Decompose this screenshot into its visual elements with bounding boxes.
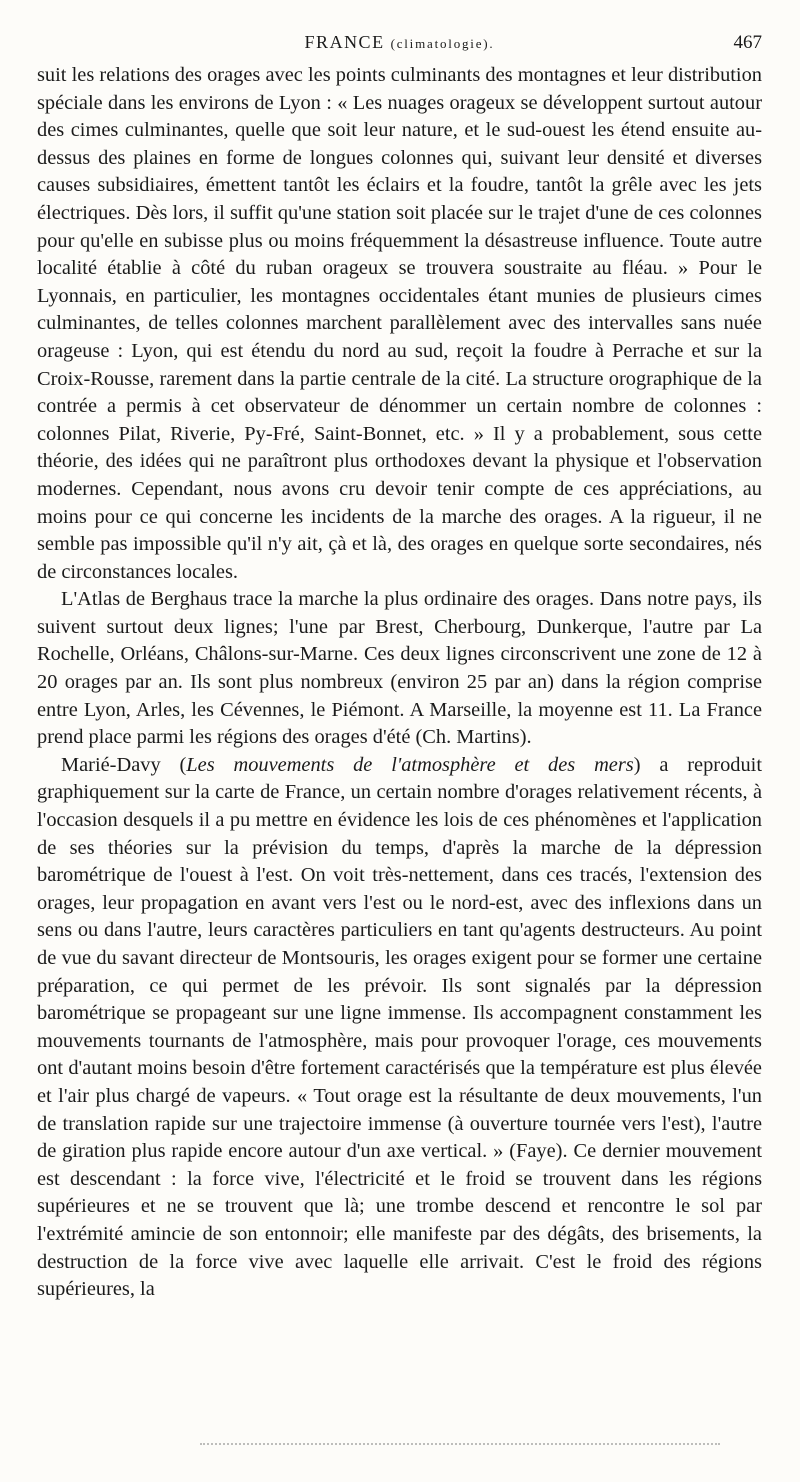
footer-dotted-rule <box>200 1443 720 1445</box>
paragraph-berghaus: L'Atlas de Berghaus trace la marche la plus ordinaire des orages. Dans notre pays, ils suivent surtout deux lignes; l'une par Brest, Cherbourg, Dunkerque, l'autre par La Rochelle, Orléans, Châlons-sur-Marne. Ces deux lignes circonscrivent une zone de 12 à 20 orages par an. Ils sont plus nombreux (environ 25 par an) dans la région comprise entre Lyon, Arles, les Cévennes, le Piémont. A Marseille, la moyenne est 11. La France prend place parmi les régions des orages d'été (Ch. Martins). <box>37 588 762 749</box>
paragraph-marie-davy <box>37 752 762 1304</box>
page-number: 467 <box>733 32 762 53</box>
running-head <box>37 32 762 53</box>
running-head-title: FRANCE <box>304 32 385 52</box>
running-head-subtitle: (climatologie). <box>390 36 495 51</box>
book-title-italic: Les mouvements de l'atmosphère et des mers <box>186 753 634 776</box>
paragraph-continuation: suit les relations des orages avec les points culminants des montagnes et leur distribution spéciale dans les environs de Lyon : « Les nuages orageux se développent surtout autour des cimes culminantes, quelle que soit leur nature, et le sud-ouest les étend ensuite au-dessus des plaines en forme de longues colonnes qui, suivant leur densité et diverses causes subsidiaires, émettent tantôt les éclairs et la foudre, tantôt la grêle avec les jets électriques. Dès lors, il suffit qu'une station soit placée sur le trajet d'une de ces colonnes pour qu'elle en subisse plus ou moins fréquemment la désastreuse influence. Toute autre localité établie à côté du ruban orageux se trouvera soustraite au fléau. » Pour le Lyonnais, en particulier, les montagnes occidentales étant munies de plusieurs cimes culminantes, de telles colonnes marchent parallèlement avec des intervalles sans nuée orageuse : Lyon, qui est étendu du nord au sud, reçoit la foudre à Perrache et sur la Croix-Rousse, rarement dans la partie centrale de la cité. La structure orographique de la contrée a permis à cet observateur de dénommer un certain nombre de colonnes : colonnes Pilat, Riverie, Py-Fré, Saint-Bonnet, etc. » Il y a probablement, sous cette théorie, des idées qui ne paraîtront plus orthodoxes devant la physique et l'observation modernes. Cependant, nous avons cru devoir tenir compte de ces appréciations, au moins pour ce qui concerne les incidents de la marche des orages. A la rigueur, il ne semble pas impossible qu'il n'y ait, çà et là, des orages en quelque sorte secondaires, nés de circonstances locales. <box>37 64 762 583</box>
page-header <box>37 32 762 56</box>
body-text <box>37 62 762 1304</box>
paragraph-body: ) a reproduit graphiquement sur la carte de France, un certain nombre d'orages relativement récents, à l'occasion desquels il a pu mettre en évidence les lois de ces phénomènes et l'application de ses théories sur la prévision du temps, d'après la marche de la dépression barométrique de l'ouest à l'est. On voit très-nettement, dans ces tracés, l'extension des orages, leur propagation en avant vers l'est ou le nord-est, avec des inflexions dans un sens ou dans l'autre, leurs caractères particuliers en tant qu'agents destructeurs. Au point de vue du savant directeur de Montsouris, les orages exigent pour se former une certaine préparation, ce qui permet de les prévoir. Ils sont signalés par la dépression barométrique se propageant sur une ligne immense. Ils accompagnent constamment les mouvements tournants de l'atmosphère, mais pour provoquer l'orage, ces mouvements ont d'autant moins besoin d'être fortement caractérisés que la température est plus élevée et l'air plus chargé de vapeurs. « Tout orage est la résultante de deux mouvements, l'un de translation rapide sur une trajectoire immense (à ouverture tournée vers l'est), l'autre de giration plus rapide encore autour d'un axe vertical. » (Faye). Ce dernier mouvement est descendant : la force vive, l'électricité et le froid se trouvent dans les régions supérieures et ne se trouvent que là; une trombe descend et rencontre le sol par l'extrémité amincie de son entonnoir; elle manifeste par des dégâts, des brisements, la destruction de la force vive avec laquelle elle arrivait. C'est le froid des régions supérieures, la <box>37 753 763 1301</box>
paragraph-lead: Marié-Davy ( <box>61 753 187 776</box>
